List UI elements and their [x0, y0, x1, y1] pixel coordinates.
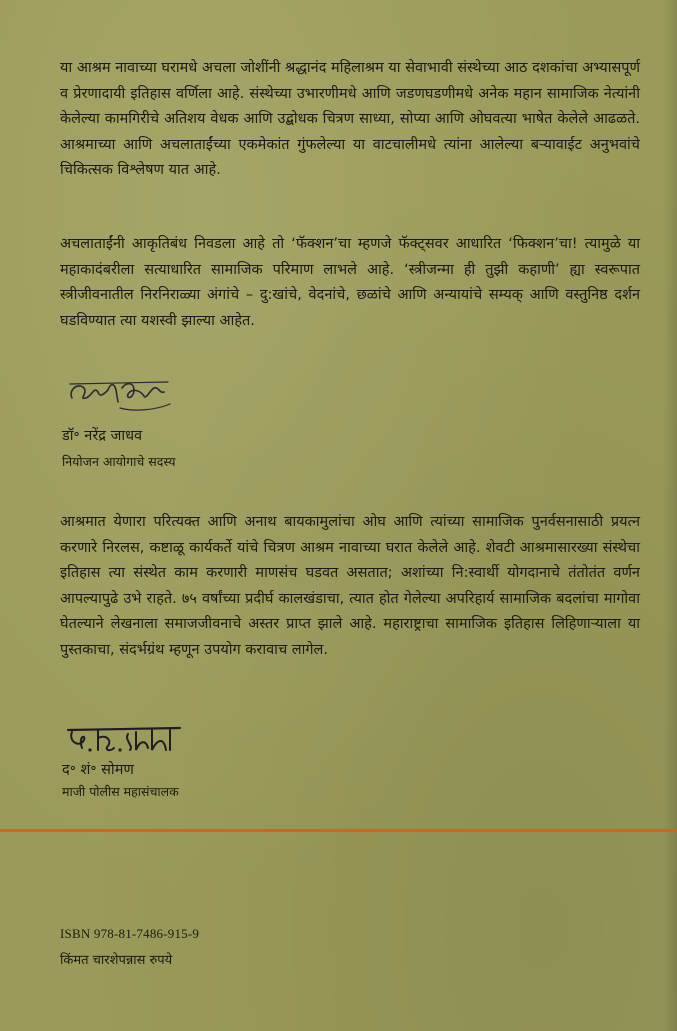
blurb-paragraph-1: या आश्रम नावाच्या घरामधे अचला जोशींनी श्रद्धानंद महिलाश्रम या सेवाभावी संस्थेच्या आठ दशकांचा अभ्यासपूर्ण व प्रेरणादायी इतिहास वर्णिला आहे. संस्थेच्या उभारणीमधे आणि जडणघडणीमधे अनेक महान सामाजिक नेत्यांनी केलेल्या कामगिरीचे अतिशय वेधक आणि उद्बोधक चित्रण साध्या, सोप्या आणि ओघवत्या भाषेत केलेले आढळते. आश्रमाच्या आणि अचलाताईंच्या एकमेकांत गुंफलेल्या या वाटचालीमधे त्यांना आलेल्या बऱ्यावाईट अनुभवांचे चिकित्सक विश्लेषण यात आहे.: [60, 60, 640, 179]
isbn-number: ISBN 978-81-7486-915-9: [60, 926, 200, 941]
endorser-1-name: डॉ॰ नरेंद्र जाधव: [62, 428, 143, 444]
signature-d-sh-soman: [64, 720, 184, 760]
endorser-1-role: नियोजन आयोगाचे सदस्य: [62, 454, 176, 469]
book-price: किंमत चारशेपन्नास रुपये: [60, 953, 173, 968]
blurb-paragraph-2: अचलाताईंनी आकृतिबंध निवडला आहे तो ‘फॅक्शन’चा म्हणजे फॅक्ट्सवर आधारित ‘फिक्शन’चा! त्यामुळे या महाकादंबरीला सत्याधारित सामाजिक परिमाण लाभले आहे. ‘स्त्रीजन्मा ही तुझी कहाणी’ ह्या स्वरूपात स्त्रीजीवनातील निरनिराळ्या अंगांचे – दु:खांचे, वेदनांचे, छळांचे आणि अन्यायांचे सम्यक् आणि वस्तुनिष्ठ दर्शन घडविण्यात त्या यशस्वी झाल्या आहेत.: [60, 236, 640, 329]
blurb-paragraph-3: आश्रमात येणारा परित्यक्त आणि अनाथ बायकामुलांचा ओघ आणि त्यांच्या सामाजिक पुनर्वसनासाठी प्रयत्न करणारे निरलस, कष्टाळू कार्यकर्ते यांचे चित्रण आश्रम नावाच्या घरात केलेले आहे. शेवटी आश्रमासारख्या संस्थेचा इतिहास त्या संस्थेत काम करणारी माणसंच घडवत असतात; अशांच्या नि:स्वार्थी योगदानाचे तंतोतंत वर्णन आपल्यापुढे उभे राहते. ७५ वर्षांच्या प्रदीर्घ कालखंडाचा, त्यात होत गेलेल्या अपरिहार्य सामाजिक बदलांचा मागोवा घेतल्याने लेखनाला समाजजीवनाचे अस्तर प्राप्त झाले आहे. महाराष्ट्राचा सामाजिक इतिहास लिहिणाऱ्याला या पुस्तकाचा, संदर्भग्रंथ म्हणून उपयोग करावाच लागेल.: [60, 514, 640, 658]
signature-narendra-jadhav: [64, 368, 174, 418]
cover-edge-shadow: [663, 0, 677, 1031]
endorser-2-role: माजी पोलीस महासंचालक: [62, 784, 179, 799]
orange-divider: [0, 829, 677, 832]
endorser-2-name: द॰ शं॰ सोमण: [62, 762, 134, 778]
